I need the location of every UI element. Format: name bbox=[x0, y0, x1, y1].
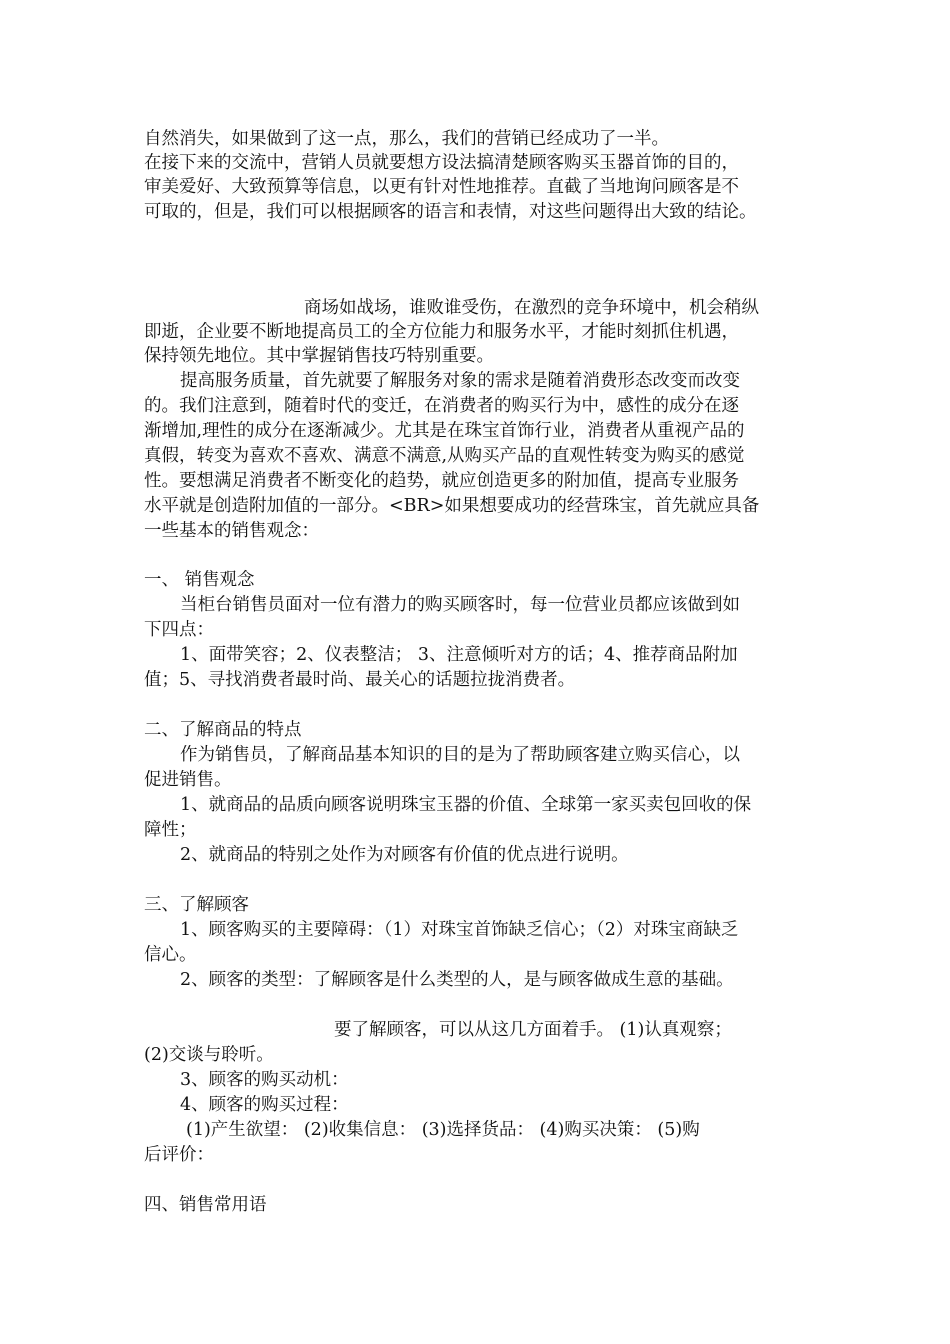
section-heading: 二、了解商品的特点 bbox=[144, 720, 302, 740]
text-line: 真假，转变为喜欢不喜欢、满意不满意,从购买产品的直观性转变为购买的感觉 bbox=[144, 446, 745, 466]
text-line: 障性； bbox=[144, 820, 197, 840]
text-line: 要了解顾客，可以从这几方面着手。 (1)认真观察； bbox=[334, 1020, 732, 1040]
text-line: 2、顾客的类型：了解顾客是什么类型的人，是与顾客做成生意的基础。 bbox=[180, 970, 734, 990]
text-line: 一些基本的销售观念： bbox=[144, 521, 319, 541]
text-line: 自然消失，如果做到了这一点，那么，我们的营销已经成功了一半。 bbox=[144, 129, 669, 149]
text-line: 在接下来的交流中，营销人员就要想方设法搞清楚顾客购买玉器首饰的目的， bbox=[144, 153, 739, 173]
section-heading: 四、销售常用语 bbox=[144, 1195, 267, 1215]
text-line: 的。我们注意到，随着时代的变迁，在消费者的购买行为中，感性的成分在逐 bbox=[144, 396, 739, 416]
text-line: 3、顾客的购买动机： bbox=[180, 1070, 349, 1090]
text-line: 作为销售员，了解商品基本知识的目的是为了帮助顾客建立购买信心，以 bbox=[180, 745, 740, 765]
text-line: 1、面带笑容；2、仪表整洁； 3、注意倾听对方的话；4、推荐商品附加 bbox=[180, 645, 738, 665]
text-line: 水平就是创造附加值的一部分。<BR>如果想要成功的经营珠宝，首先就应具备 bbox=[144, 496, 760, 516]
text-line: 信心。 bbox=[144, 945, 197, 965]
text-line: 1、顾客购买的主要障碍：（1）对珠宝首饰缺乏信心；（2）对珠宝商缺乏 bbox=[180, 920, 739, 940]
text-line: 可取的，但是，我们可以根据顾客的语言和表情，对这些问题得出大致的结论。 bbox=[144, 202, 757, 222]
text-line: 当柜台销售员面对一位有潜力的购买顾客时，每一位营业员都应该做到如 bbox=[180, 595, 740, 615]
text-line: 即逝，企业要不断地提高员工的全方位能力和服务水平，才能时刻抓住机遇， bbox=[144, 322, 739, 342]
text-line: 保持领先地位。其中掌握销售技巧特别重要。 bbox=[144, 346, 494, 366]
text-line: 2、就商品的特别之处作为对顾客有价值的优点进行说明。 bbox=[180, 845, 629, 865]
text-line: 提高服务质量，首先就要了解服务对象的需求是随着消费形态改变而改变 bbox=[180, 371, 740, 391]
text-line: 审美爱好、大致预算等信息，以更有针对性地推荐。直截了当地询问顾客是不 bbox=[144, 177, 739, 197]
text-line: (1)产生欲望： (2)收集信息： (3)选择货品： (4)购买决策： (5)购 bbox=[186, 1120, 700, 1140]
section-heading: 三、了解顾客 bbox=[144, 895, 249, 915]
text-line: 性。要想满足消费者不断变化的趋势，就应创造更多的附加值，提高专业服务 bbox=[144, 471, 739, 491]
text-line: 商场如战场，谁败谁受伤，在激烈的竞争环境中，机会稍纵 bbox=[304, 298, 759, 318]
text-line: 1、就商品的品质向顾客说明珠宝玉器的价值、全球第一家买卖包回收的保 bbox=[180, 795, 752, 815]
text-line: 渐增加,理性的成分在逐渐减少。尤其是在珠宝首饰行业，消费者从重视产品的 bbox=[144, 421, 745, 441]
section-heading: 一、 销售观念 bbox=[144, 570, 255, 590]
text-line: 4、顾客的购买过程： bbox=[180, 1095, 349, 1115]
text-line: 下四点： bbox=[144, 620, 214, 640]
text-line: 促进销售。 bbox=[144, 770, 232, 790]
text-line: 值；5、寻找消费者最时尚、最关心的话题拉拢消费者。 bbox=[144, 670, 576, 690]
text-line: 后评价： bbox=[144, 1145, 214, 1165]
text-line: (2)交谈与聆听。 bbox=[144, 1045, 274, 1065]
